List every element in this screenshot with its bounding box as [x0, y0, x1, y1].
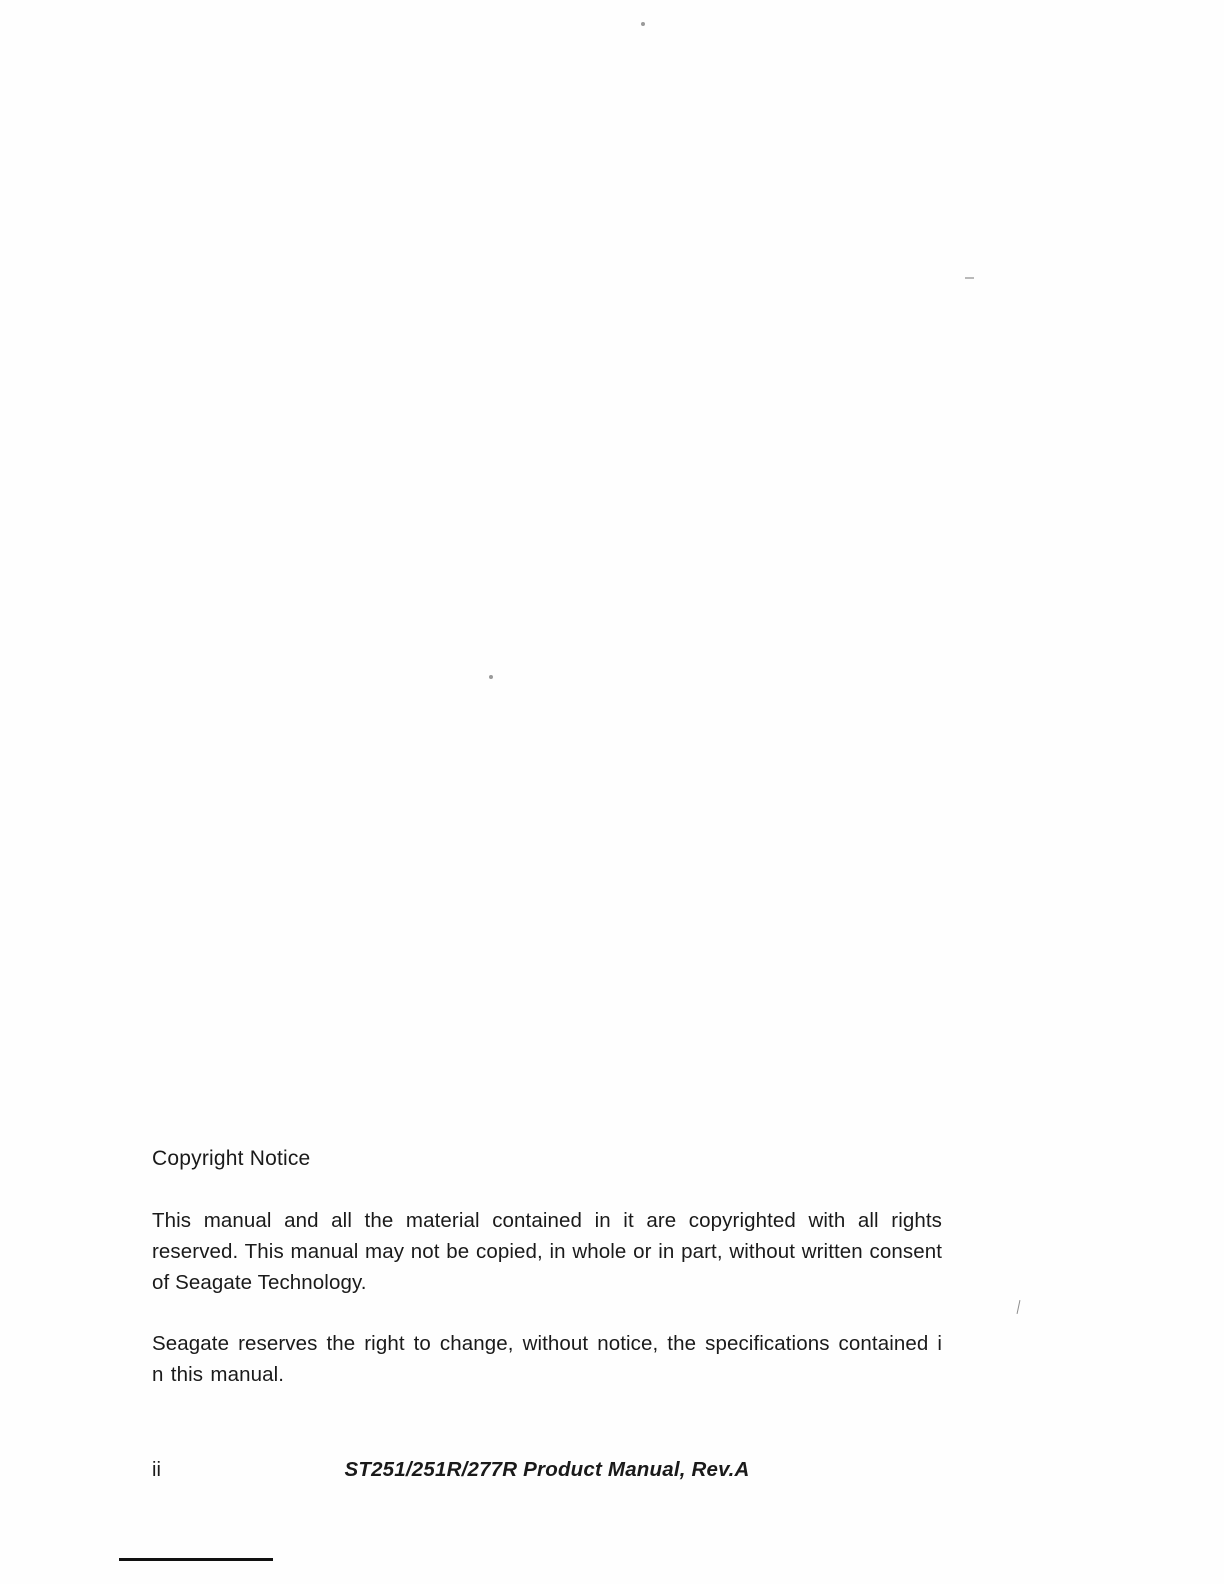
scan-speck-top-icon: [641, 22, 645, 26]
scan-speck-middle-icon: [489, 675, 493, 679]
copyright-notice-heading: Copyright Notice: [152, 1147, 311, 1170]
scan-dash-right-icon: [965, 277, 974, 279]
page-edge-rule: [119, 1558, 273, 1561]
scan-tick-icon: [1017, 1300, 1021, 1314]
page-footer: [152, 1455, 942, 1485]
copyright-paragraph-1: This manual and all the material contained in it are copyrighted with all rights reserved. This manual may not be copied, in whole or in part, without written consent of Seagate Technology.: [152, 1209, 942, 1295]
footer-manual-title: ST251/251R/277R Product Manual, Rev.A: [344, 1458, 750, 1481]
copyright-notice-section: [152, 1145, 942, 1390]
page-number: ii: [152, 1459, 161, 1481]
copyright-paragraph-2: Seagate reserves the right to change, without notice, the specifications contained i n this manual.: [152, 1332, 942, 1387]
